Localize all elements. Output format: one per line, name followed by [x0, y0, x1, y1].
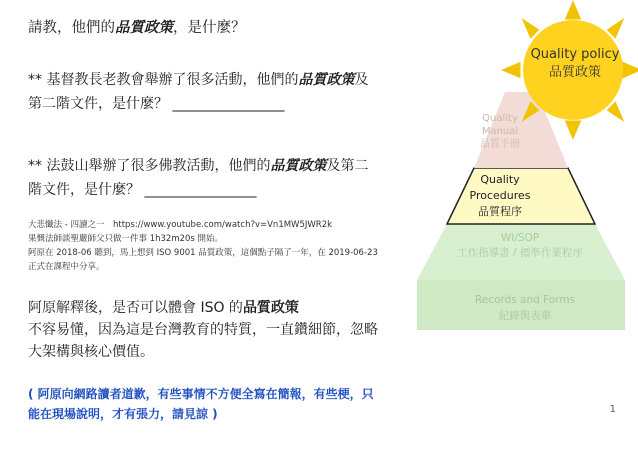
question-3-prefix: ** 法鼓山舉辦了很多佛教活動，他們的 — [28, 158, 271, 174]
wi-line-1: WI/SOP — [500, 232, 540, 244]
apology-note: ( 阿原向網路讀者道歉，有些事情不方便全寫在簡報，有些梗，只能在現場說明，才有張力，請見諒 ) — [28, 387, 374, 421]
manual-line-3: 品質手冊 — [480, 139, 520, 150]
reference-line: 阿原在 2018-06 聽到，馬上想到 ISO 9001 品質政策，這個點子隔了一年，在 2019-06-23 正式在課程中分享。 — [28, 248, 378, 272]
quality-policy-label — [520, 46, 630, 82]
proc-line-1: Quality — [480, 173, 520, 186]
proc-line-2: Procedures — [469, 189, 531, 202]
records-forms-label — [430, 292, 620, 324]
explanation-rest: 不容易懂，因為這是台灣教育的特質，一直鑽細節，忽略大架構與核心價值。 — [28, 322, 378, 360]
question-1-prefix: 請教，他們的 — [28, 20, 115, 36]
rec-line-2: 紀錄與表單 — [498, 310, 552, 322]
quality-policy-emphasis: 品質政策 — [270, 158, 327, 174]
wi-sop-label — [420, 231, 620, 261]
page-number: 1 — [609, 404, 616, 415]
quality-procedures-label — [460, 172, 540, 220]
manual-line-1: Quality — [482, 113, 518, 124]
quality-policy-emphasis: 品質政策 — [115, 20, 173, 36]
reference-notes — [28, 218, 378, 274]
quality-manual-label — [470, 112, 530, 151]
question-1-suffix: ，是什麼？ — [173, 20, 246, 36]
quality-policy-emphasis: 品質政策 — [298, 72, 355, 88]
question-2-suffix: 及第二階文件，是什麼？ ________________ — [28, 72, 369, 112]
question-2-prefix: ** 基督教長老教會舉辦了很多活動，他們的 — [28, 72, 299, 88]
manual-line-2: Manual — [481, 126, 519, 137]
quality-policy-bold: 品質政策 — [242, 300, 299, 316]
rec-line-1: Records and Forms — [474, 294, 576, 306]
proc-line-3: 品質程序 — [478, 205, 522, 218]
explanation-paragraph — [28, 297, 383, 363]
question-2 — [28, 68, 378, 116]
reference-line: 大悲懺法 - 四讀之一 https://www.youtube.com/watch?v=Vn1MW5JWR2k — [28, 220, 333, 230]
explanation-prefix: 阿原解釋後，是否可以體會 ISO 的 — [28, 300, 243, 316]
reference-line: 果慨法師談聖嚴師父只做一件事 1h32m20s 開始。 — [28, 234, 224, 244]
question-1 — [28, 16, 246, 37]
question-3 — [28, 154, 378, 202]
wi-line-2: 工作指導書 / 標準作業程序 — [457, 247, 583, 259]
sun-line-1: Quality policy — [530, 47, 620, 62]
question-3-suffix: 及第二階文件，是什麼？ ________________ — [28, 158, 369, 198]
sun-line-2: 品質政策 — [548, 65, 601, 80]
